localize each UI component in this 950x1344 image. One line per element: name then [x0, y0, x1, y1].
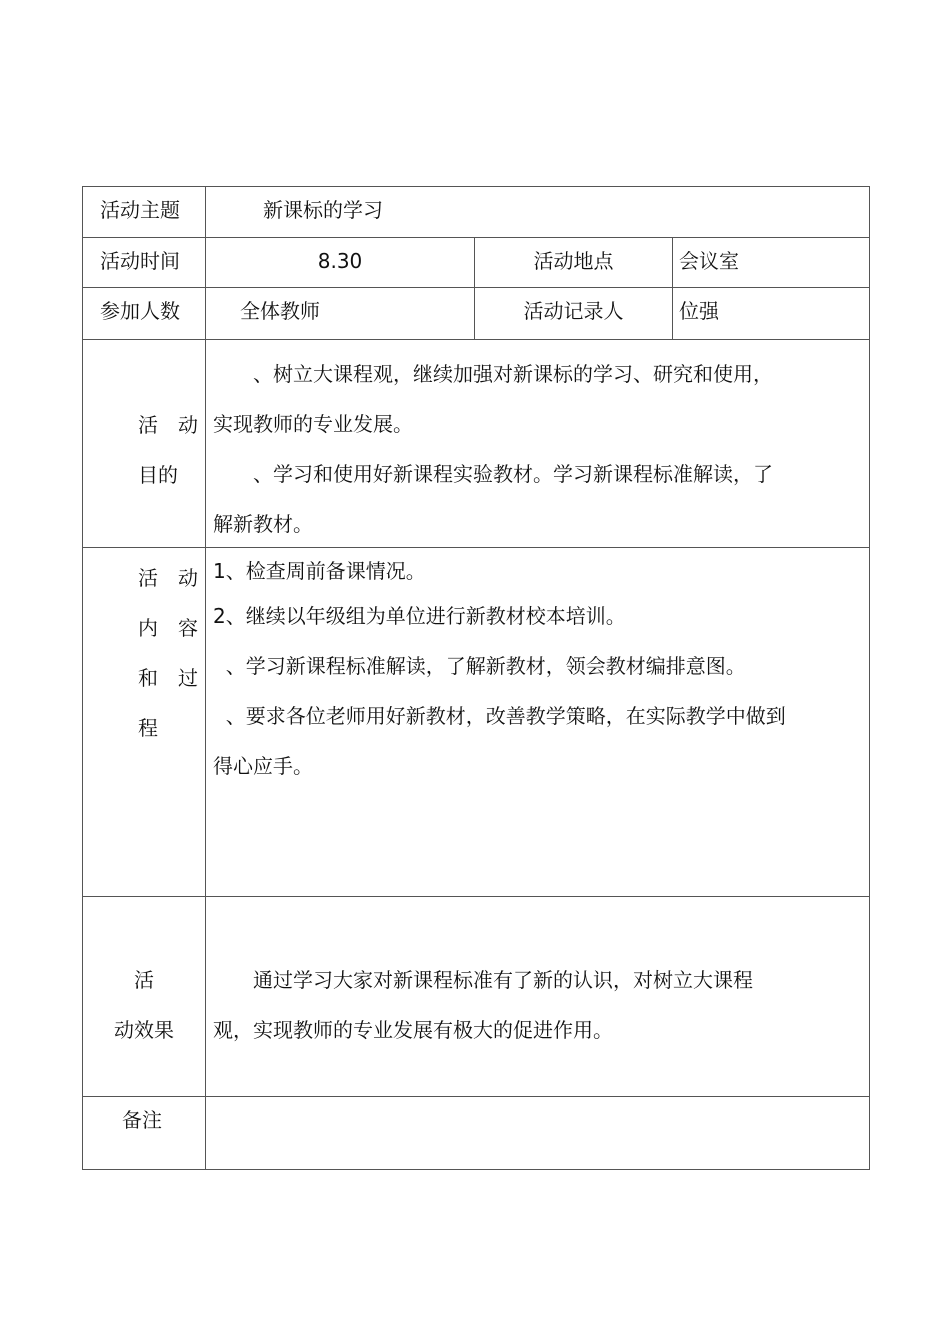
content-line: 1、检查周前备课情况。 — [213, 559, 426, 583]
place-value: 会议室 — [679, 249, 739, 273]
purpose-line: 、学习和使用好新课程实验教材。学习新课程标准解读，了 — [213, 462, 773, 486]
place-label: 活动地点 — [533, 249, 614, 273]
purpose-label — [138, 411, 198, 511]
purpose-line: 解新教材。 — [213, 512, 313, 536]
purpose-text — [213, 360, 773, 560]
row-divider — [82, 1096, 870, 1097]
topic-value: 新课标的学习 — [263, 198, 383, 222]
column-divider — [672, 237, 673, 339]
effect-label-line: 动效果 — [114, 1018, 174, 1042]
effect-line: 观，实现教师的专业发展有极大的促进作用。 — [213, 1018, 613, 1042]
content-line: 、要求各位老师用好新教材，改善教学策略，在实际教学中做到 — [213, 704, 786, 728]
effect-text — [213, 966, 753, 1066]
row-divider — [82, 287, 870, 288]
table-border-right — [869, 186, 870, 1170]
people-value: 全体教师 — [240, 299, 320, 323]
content-label — [138, 564, 198, 764]
purpose-line: 实现教师的专业发展。 — [213, 412, 413, 436]
content-text — [213, 557, 786, 802]
table-border-top — [82, 186, 870, 187]
people-label: 参加人数 — [100, 299, 180, 323]
activity-record-form — [82, 186, 870, 1170]
purpose-label-line: 目的 — [138, 463, 178, 487]
content-label-line: 内 容 — [138, 616, 198, 640]
row-divider — [82, 339, 870, 340]
recorder-value: 位强 — [679, 299, 719, 323]
row-divider — [82, 237, 870, 238]
purpose-line: 、树立大课程观，继续加强对新课标的学习、研究和使用， — [213, 362, 773, 386]
content-label-line: 活 动 — [138, 566, 198, 590]
table-border-bottom — [82, 1169, 870, 1170]
topic-label: 活动主题 — [100, 198, 180, 222]
time-value: 8.30 — [317, 249, 363, 273]
effect-label — [114, 966, 174, 1066]
row-divider — [82, 896, 870, 897]
content-line: 、学习新课程标准解读，了解新教材，领会教材编排意图。 — [213, 654, 746, 678]
content-line: 2、继续以年级组为单位进行新教材校本培训。 — [213, 604, 626, 628]
recorder-label: 活动记录人 — [523, 299, 624, 323]
content-label-line: 程 — [138, 716, 158, 740]
purpose-label-line: 活 动 — [138, 413, 198, 437]
content-label-line: 和 过 — [138, 666, 198, 690]
effect-line: 通过学习大家对新课程标准有了新的认识，对树立大课程 — [213, 968, 753, 992]
table-border-left — [82, 186, 83, 1170]
column-divider — [205, 186, 206, 1170]
remark-label: 备注 — [122, 1108, 162, 1132]
content-line: 得心应手。 — [213, 754, 313, 778]
effect-label-line: 活 — [134, 968, 154, 992]
time-label: 活动时间 — [100, 249, 180, 273]
